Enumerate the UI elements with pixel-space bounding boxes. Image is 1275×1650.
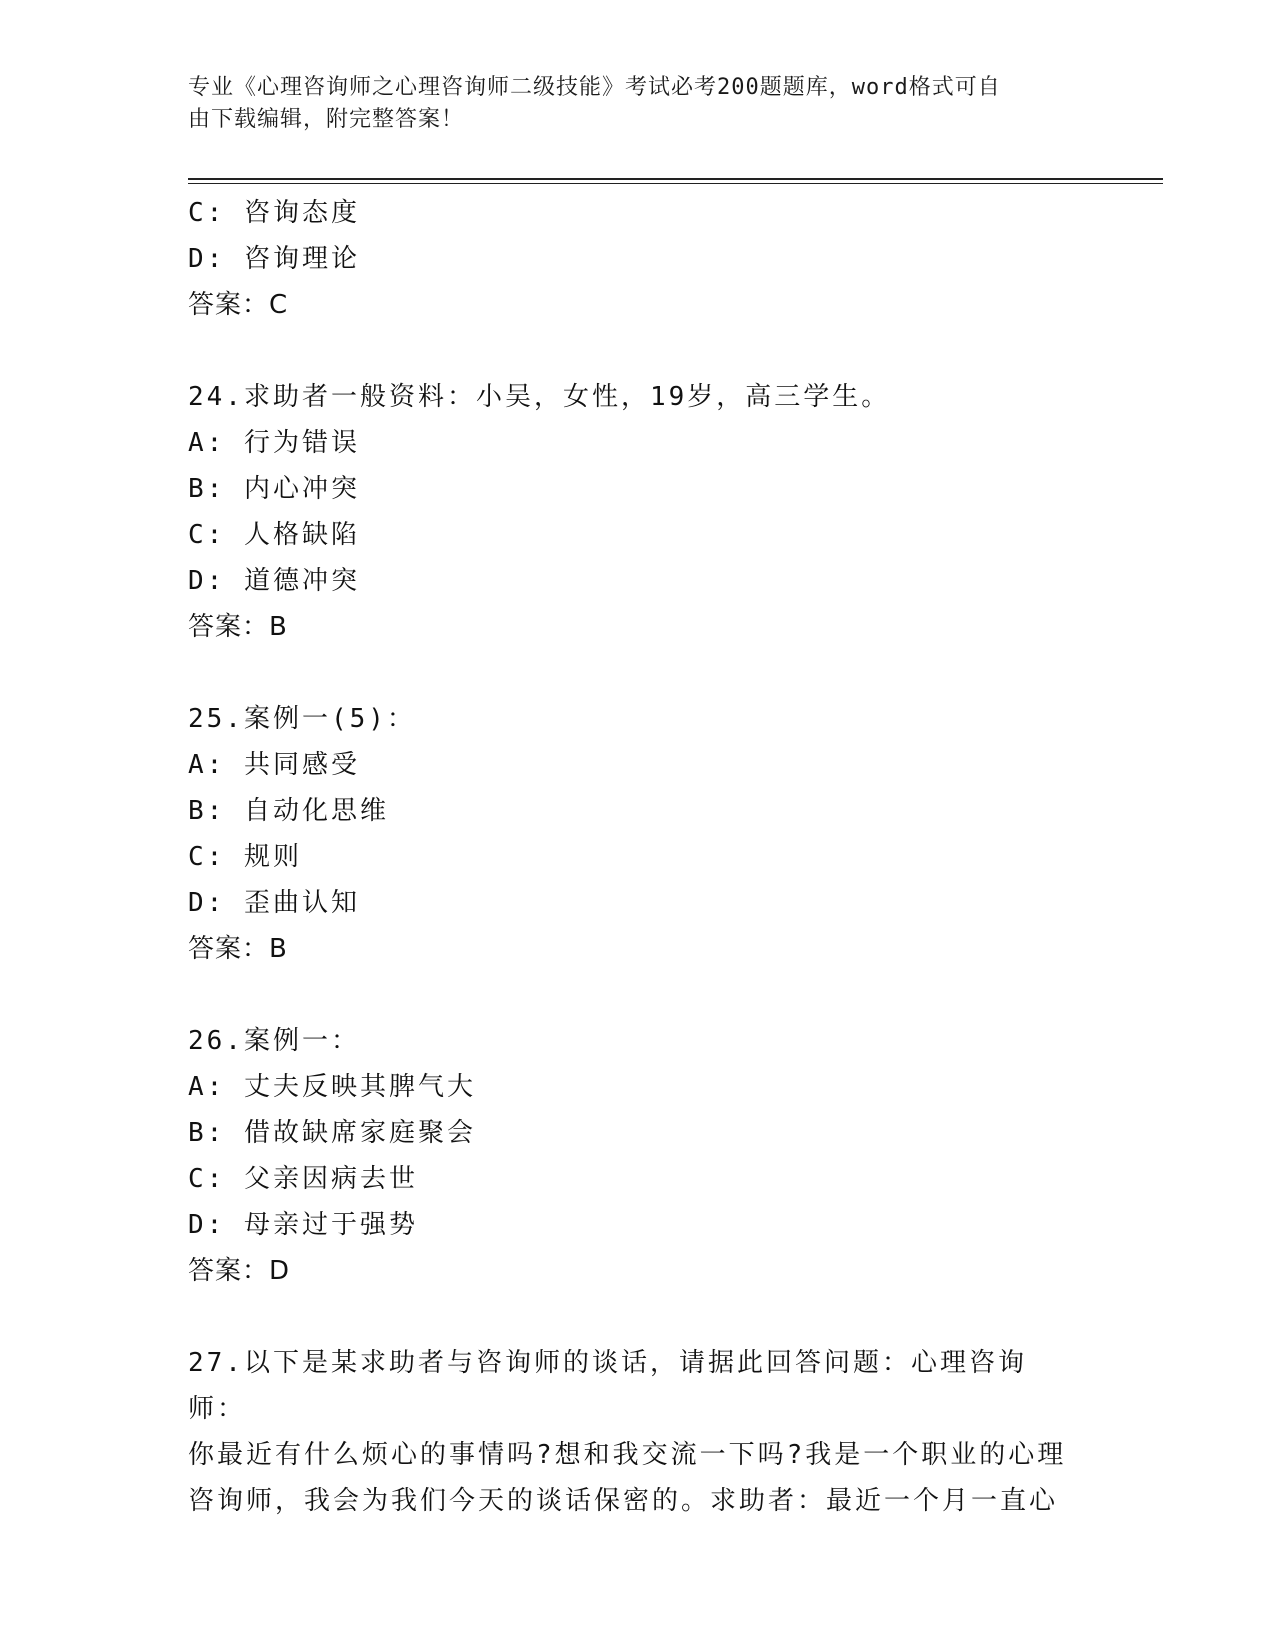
option-d: D: 道德冲突: [188, 566, 360, 596]
document-header: [188, 72, 1068, 136]
question-text-line-2: 你最近有什么烦心的事情吗?想和我交流一下吗?我是一个职业的心理: [188, 1440, 1067, 1470]
option-b: B: 借故缺席家庭聚会: [188, 1118, 476, 1148]
option-a: A: 行为错误: [188, 428, 360, 458]
question-24: [188, 374, 1068, 650]
spacer: [188, 1294, 1068, 1340]
question-fragment: [188, 190, 1068, 328]
answer-line: 答案：D: [188, 1256, 291, 1286]
header-divider: [188, 178, 1163, 180]
header-line-2: 由下载编辑，附完整答案！: [188, 107, 465, 132]
question-text-line-3: 咨询师，我会为我们今天的谈话保密的。求助者：最近一个月一直心: [188, 1486, 1059, 1516]
spacer: [188, 650, 1068, 696]
header-divider-thin: [188, 183, 1163, 184]
spacer: [188, 328, 1068, 374]
header-line-1: 专业《心理咨询师之心理咨询师二级技能》考试必考200题题库，word格式可自: [188, 75, 1001, 100]
option-a: A: 共同感受: [188, 750, 360, 780]
option-a: A: 丈夫反映其脾气大: [188, 1072, 476, 1102]
question-25: [188, 696, 1068, 972]
question-text: 24.求助者一般资料：小吴，女性，19岁，高三学生。: [188, 382, 891, 412]
option-c: C: 咨询态度: [188, 198, 360, 228]
question-text: 26.案例一：: [188, 1026, 360, 1056]
option-b: B: 自动化思维: [188, 796, 389, 826]
question-list: [188, 190, 1068, 1524]
question-27: [188, 1340, 1068, 1524]
answer-line: 答案：C: [188, 290, 289, 320]
answer-line: 答案：B: [188, 934, 288, 964]
option-c: C: 规则: [188, 842, 302, 872]
question-26: [188, 1018, 1068, 1294]
option-c: C: 父亲因病去世: [188, 1164, 418, 1194]
question-text: 25.案例一(5)：: [188, 704, 416, 734]
question-text-line-1: 27.以下是某求助者与咨询师的谈话，请据此回答问题：心理咨询师：: [188, 1348, 1027, 1424]
answer-line: 答案：B: [188, 612, 288, 642]
option-d: D: 咨询理论: [188, 244, 360, 274]
spacer: [188, 972, 1068, 1018]
option-c: C: 人格缺陷: [188, 520, 360, 550]
option-b: B: 内心冲突: [188, 474, 360, 504]
option-d: D: 母亲过于强势: [188, 1210, 418, 1240]
option-d: D: 歪曲认知: [188, 888, 360, 918]
